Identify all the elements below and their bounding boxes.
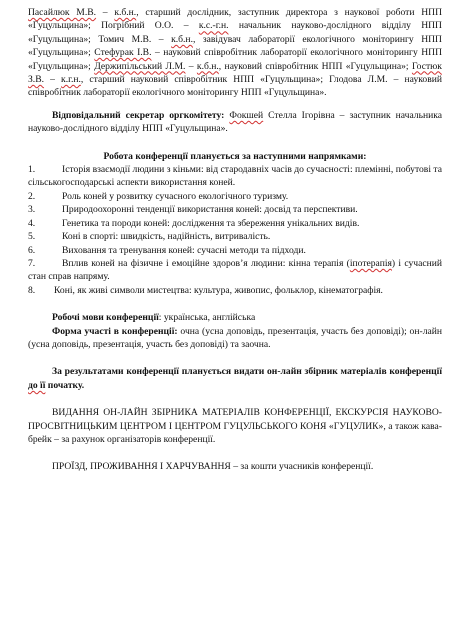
topic-item: 4. Генетика та породи коней: дослідження та збереження унікальних видів. xyxy=(28,217,360,229)
languages-value: : українська, англійська xyxy=(158,312,256,324)
travel-paragraph: ПРОЇЗД, ПРОЖИВАННЯ І ХАРЧУВАННЯ – за кошти учасників конференції. xyxy=(52,461,374,473)
committee-member: Глодова Л.М. – науковий співробітник лабораторії екологічного моніторингу НПП «Гуцульщина». xyxy=(28,74,443,99)
topic-item: 7. Вплив коней на фізичне і емоційне здоров’я людини: кінна терапія (іпотерапія) і сучасний стан справ напряму. xyxy=(28,257,442,283)
topics-heading: Робота конференції планується за наступними напрямками: xyxy=(103,150,367,162)
committee-member: Томич М.В. – к.б.н., завідувач лабораторії екологічного моніторингу НПП «Гуцульщина»; xyxy=(28,33,442,59)
committee-member: Пасайлюк М.В. – к.б.н., старший дослідник, заступник директора з наукової роботи НПП «Гуцульщина»; xyxy=(28,7,443,32)
secretary-paragraph xyxy=(28,109,442,136)
participation-form-label: Форма участі в конференції: xyxy=(52,325,178,337)
topic-item: 2. Роль коней у розвитку сучасного екологічного туризму. xyxy=(28,190,289,202)
results-paragraph: За результатами конференції планується видати он-лайн збірник матеріалів конференції до її початку. xyxy=(28,366,442,391)
participation-form-paragraph xyxy=(28,325,442,352)
participation-form-value: очна (усна доповідь, презентація, участь без доповіді); он-лайн (усна доповідь, презентація, участь без доповіді) та заочна. xyxy=(28,325,443,350)
committee-member: Держипільський Л.М. – к.б.н., науковий співробітник НПП «Гуцульщина»; xyxy=(94,60,412,72)
topic-item: 8. Коні, як живі символи мистецтва: культура, живопис, фольклор, кінематографія. xyxy=(28,284,383,296)
publication-paragraph: ВИДАННЯ ОН-ЛАЙН ЗБІРНИКА МАТЕРІАЛІВ КОНФЕРЕНЦІЇ, ЕКСКУРСІЯ НАУКОВО-ПРОСВІТНИЦЬКИМ ЦЕНТРОМ І ЦЕНТРОМ ГУЦУЛЬСЬКОГО КОНЯ «ГУЦУЛИК», а також кава-брейк – за рахунок організаторів конференції. xyxy=(28,407,442,445)
languages-label: Робочі мови конференції xyxy=(52,312,159,324)
secretary-label: Відповідальний секретар оргкомітету: xyxy=(52,109,225,121)
secretary-details: Стелла Ігорівна – заступник начальника науково-дослідного відділу НПП «Гуцульщина». xyxy=(28,109,443,135)
topic-item: 1. Історія взаємодії людини з кіньми: від стародавніх часів до сучасності: племінні, побутові та сільськогосподарські аспекти використання коней. xyxy=(28,164,442,189)
committee-member: Стефурак І.В. – науковий співробітник лабораторії екологічного моніторингу НПП «Гуцульщина»; xyxy=(28,47,442,72)
topic-item: 3. Природоохоронні тенденції використання коней: досвід та перспективи. xyxy=(28,204,358,216)
committee-member: Гостюк З.В. – к.г.н., старший науковий співробітник НПП «Гуцульщина»; xyxy=(28,60,442,86)
languages-paragraph xyxy=(28,311,442,324)
committee-members-paragraph xyxy=(28,6,442,100)
topic-item: 5. Коні в спорті: швидкість, надійність, витривалість. xyxy=(28,231,271,243)
topics-list xyxy=(28,163,442,297)
secretary-surname: Фокшей xyxy=(229,109,264,121)
committee-member: Погрібний О.О. – к.с.-г.н. начальник науково-дослідного відділу НПП «Гуцульщина»; xyxy=(28,20,442,45)
topic-item: 6. Виховання та тренування коней: сучасні методи та підходи. xyxy=(28,244,306,256)
